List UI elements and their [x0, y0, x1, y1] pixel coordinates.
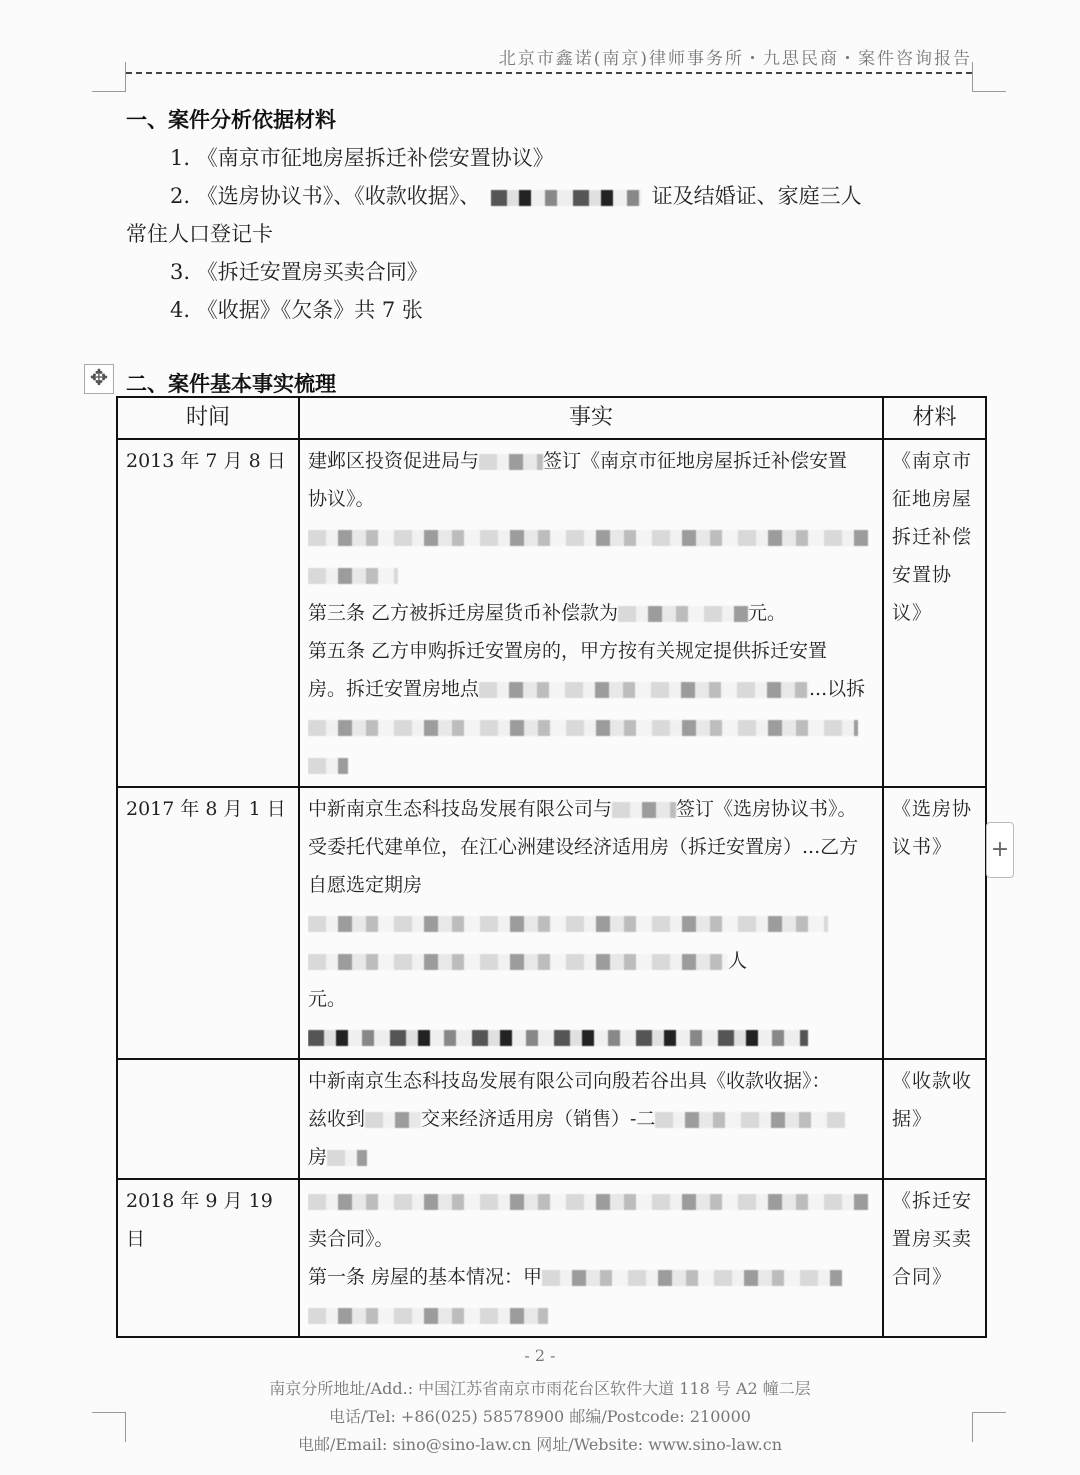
footer-email: 电邮/Email: sino@sino-law.cn 网址/Website: www.sino-law.cn — [297, 1435, 783, 1454]
row-material: 《选房协议书》 — [883, 787, 986, 1059]
material-item-1: 1. 《南京市征地房屋拆迁补偿安置协议》 — [170, 146, 554, 170]
table-row — [117, 1179, 986, 1337]
material-item-2-cont: 常住人口登记卡 — [126, 222, 273, 246]
redacted-block — [479, 454, 543, 470]
row-time: 2018 年 9 月 19 日 — [117, 1179, 299, 1337]
redacted-block — [655, 1112, 845, 1128]
redacted-block — [479, 682, 809, 698]
row-facts — [299, 439, 883, 787]
fact-line: 中新南京生态科技岛发展有限公司与 签订《选房协议书》。 — [308, 798, 857, 820]
table-move-handle-icon[interactable]: ✥ — [84, 364, 114, 394]
redacted-line — [308, 1182, 874, 1220]
row-material: 《收款收据》 — [883, 1059, 986, 1179]
header-divider — [126, 72, 972, 74]
footer-tel: 电话/Tel: +86(025) 58578900 邮编/Postcode: 210000 — [329, 1407, 751, 1426]
fact-line: 第三条 乙方被拆迁房屋货币补偿款为 元。 — [308, 602, 787, 624]
footer-address: 南京分所地址/Add.: 中国江苏省南京市雨花台区软件大道 118 号 A2 幢二层 — [269, 1379, 811, 1398]
material-item-2-text: 2. 《选房协议书》、《收款收据》、 — [170, 184, 481, 208]
row-facts — [299, 787, 883, 1059]
crop-mark-top-left — [92, 62, 126, 92]
table-header-row — [117, 397, 986, 439]
redacted-block — [491, 190, 641, 206]
page-header-title: 北京市鑫诺(南京)律师事务所・九思民商・案件咨询报告 — [498, 49, 972, 69]
row-time: 2013 年 7 月 8 日 — [117, 439, 299, 787]
material-item-2-tail: 证及结婚证、家庭三人 — [651, 184, 862, 208]
redacted-block — [542, 1270, 842, 1286]
header-time: 时间 — [117, 397, 299, 439]
row-facts — [299, 1059, 883, 1179]
section-2-title: 二、案件基本事实梳理 — [126, 372, 336, 396]
material-item-3: 3. 《拆迁安置房买卖合同》 — [170, 260, 428, 284]
fact-line: 房。拆迁安置房地点 ...以拆 — [308, 678, 866, 700]
row-time — [117, 1059, 299, 1179]
page-number: - 2 - — [524, 1346, 556, 1365]
fact-line: 协议》。 — [308, 488, 375, 510]
fact-line: 第五条 乙方申购拆迁安置房的，甲方按有关规定提供拆迁安置 — [308, 640, 828, 662]
redacted-line — [308, 1296, 874, 1334]
redacted-line — [308, 746, 874, 784]
row-facts — [299, 1179, 883, 1337]
redacted-block — [618, 606, 748, 622]
redacted-line — [308, 1018, 874, 1056]
header-fact: 事实 — [299, 397, 883, 439]
fact-line: 房 — [308, 1138, 874, 1176]
redacted-line — [308, 518, 874, 556]
table-row — [117, 439, 986, 787]
fact-line: 第一条 房屋的基本情况：甲 — [308, 1258, 874, 1296]
redacted-block — [308, 954, 728, 970]
redacted-block — [365, 1112, 421, 1128]
redacted-line — [308, 708, 874, 746]
facts-table — [116, 396, 987, 1338]
fact-line: 兹收到 交来经济适用房（销售）-二 — [308, 1100, 874, 1138]
fact-line: 人 — [308, 942, 874, 980]
header-material: 材料 — [883, 397, 986, 439]
redacted-block — [612, 802, 676, 818]
section-1-title: 一、案件分析依据材料 — [126, 108, 336, 132]
crop-mark-top-right — [972, 62, 1006, 92]
fact-line: 受委托代建单位，在江心洲建设经济适用房（拆迁安置房）...乙方 — [308, 836, 859, 858]
fact-line: 中新南京生态科技岛发展有限公司向殷若谷出具《收款收据》： — [308, 1070, 831, 1092]
table-row — [117, 1059, 986, 1179]
redacted-line — [308, 556, 874, 594]
row-material: 《南京市征地房屋拆迁补偿安置协议》 — [883, 439, 986, 787]
fact-line: 元。 — [308, 988, 347, 1010]
material-item-2 — [170, 180, 862, 210]
fact-line: 卖合同》。 — [308, 1228, 394, 1250]
row-material: 《拆迁安置房买卖合同》 — [883, 1179, 986, 1337]
add-column-plus-icon[interactable]: + — [986, 822, 1014, 878]
redacted-block — [327, 1150, 367, 1166]
fact-line: 建邺区投资促进局与 签订《南京市征地房屋拆迁补偿安置 — [308, 450, 848, 472]
fact-line: 自愿选定期房 — [308, 874, 423, 896]
row-time: 2017 年 8 月 1 日 — [117, 787, 299, 1059]
material-item-4: 4. 《收据》《欠条》共 7 张 — [170, 298, 423, 322]
redacted-line — [308, 904, 874, 942]
table-row — [117, 787, 986, 1059]
